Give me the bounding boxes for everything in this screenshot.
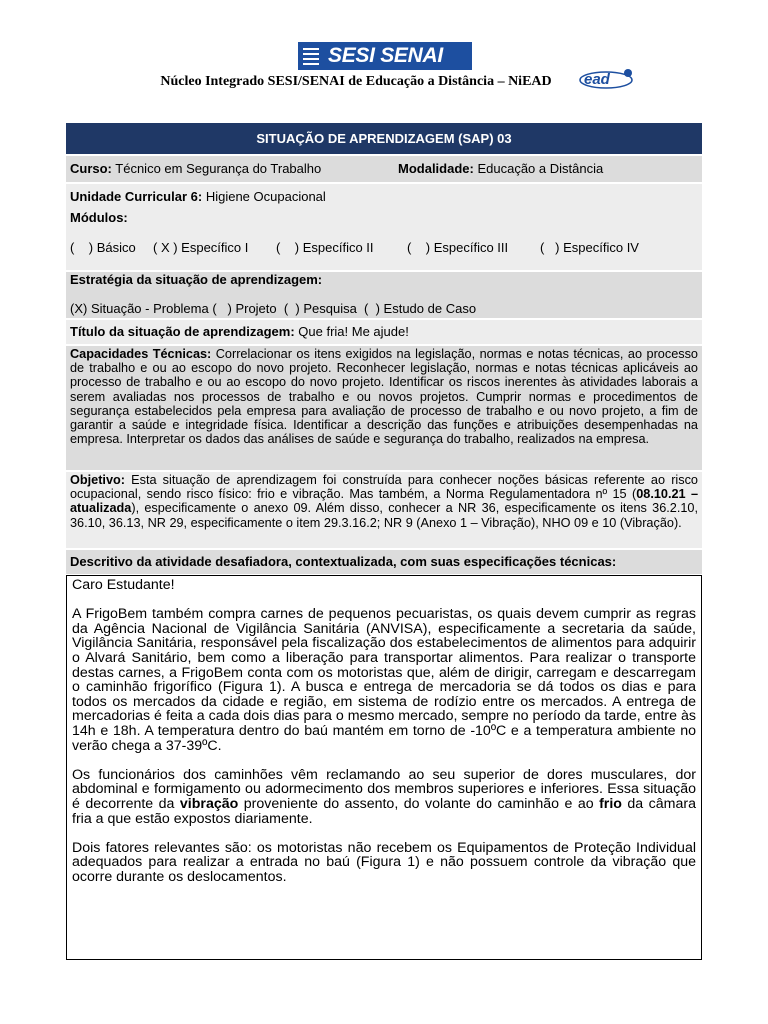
objetivo-text-2: ), especificamente o anexo 09. Além disso, conhecer a NR 36, especificamente os itens 36.2.10, 36.10, 36.13, NR 29, especificamente o item 29.3.16.2; NR 9 (Anexo 1 – Vibração), NHO 09 e 10 (Vibração). (70, 501, 698, 530)
curso-field (70, 162, 321, 176)
ead-logo-text: ead (584, 71, 610, 88)
curso-label: Curso: (70, 161, 112, 176)
objetivo-bold: 08.10.21 – atualizada (70, 487, 699, 516)
unidade-field (70, 190, 326, 204)
objetivo-row (66, 472, 702, 548)
sesi-emblem-icon (298, 42, 324, 70)
descritivo-row (66, 550, 702, 574)
titulo-value: Que fria! Me ajude! (298, 324, 409, 339)
objetivo-text-1: Esta situação de aprendizagem foi construída para conhecer noções básicas referente ao risco ocupacional, sendo risco físico: frio e vibração. Mas também, a Norma Regulamentadora nº 15 ( (70, 473, 698, 502)
institution-name: Núcleo Integrado SESI/SENAI de Educação a Distância – NiEAD (160, 74, 552, 89)
institution-line (0, 74, 768, 90)
capacidades-label: Capacidades Técnicas: (70, 347, 212, 361)
modulo-basico: ( ) Básico (70, 240, 136, 255)
description-box (66, 575, 702, 960)
greeting: Caro Estudante! (72, 577, 175, 593)
sesi-senai-logo (298, 42, 472, 70)
estrategia-row (66, 272, 702, 318)
paragraph-2: Os funcionários dos caminhões vêm reclamando ao seu superior de dores musculares, dor abdominal e formigamento ou adormecimento dos membros superiores e inferiores. Essa situação é decorrente da vibração proveniente do assento, do volante do caminhão e ao frio da câmara fria a que estão expostos diariamente. (72, 766, 696, 827)
estrategia-value: (X) Situação - Problema ( ) Projeto ( ) Pesquisa ( ) Estudo de Caso (70, 301, 477, 316)
capacidades-text: Correlacionar os itens exigidos na legislação, normas e notas técnicas, ao processo de trabalho e ou ao escopo do novo projeto. Reconhecer legislação, normas e notas técnicas aplicáveis ao processo de trabalho e ou ao escopo do novo projeto. Identificar os riscos inerentes às atividades laborais a serem avaliadas nos processos de trabalho e ou novos projetos. Cumprir normas e procedimentos de segurança estabelecidos pela empresa para avaliação de processo de trabalho e ou novo projeto, a fim de garantir a saúde e integridade física. Identificar a descrição das funções e atribuições desempenhadas na empresa. Interpretar os dados das análises de saúde e segurança do trabalho, realizados na empresa. (70, 347, 698, 447)
paragraph-1: A FrigoBem também compra carnes de pequenos pecuaristas, os quais devem cumprir as regras da Agência Nacional de Vigilância Sanitária (ANVISA), especificamente a secretaria da saúde, Vigilância Sanitária, responsável pela fiscalização dos estabelecimentos de alimentos para adquirir o Alvará Sanitário, bem como a liberação para transportar alimentos. Para realizar o transporte destas carnes, a FrigoBem conta com os motoristas que, além de dirigir, carregam e descarregam o caminhão frigorífico (Figura 1). A busca e entrega de mercadoria se dá todos os dias e para todos os mercados da cidade e região, em sistema de rodízio entre os mercados. A entrega de mercadorias é feita a cada dois dias para o mesmo mercado, sempre no período da tarde, entre às 14h e 18h. A temperatura dentro do baú mantém em torno de -10ºC e a temperatura ambiente no verão chega a 37-39ºC. (72, 606, 696, 754)
titulo-row (66, 320, 702, 344)
unidade-label: Unidade Curricular 6: (70, 189, 203, 204)
modalidade-field (398, 162, 603, 176)
modulos-label: Módulos: (70, 210, 128, 225)
modalidade-value: Educação a Distância (477, 161, 604, 176)
modulo-especifico-4: ( ) Específico IV (540, 240, 639, 255)
estrategia-label: Estratégia da situação de aprendizagem: (70, 272, 323, 287)
vibracao-bold: vibração (179, 795, 239, 812)
titulo-label: Título da situação de aprendizagem: (70, 324, 295, 339)
ead-logo-icon (578, 68, 636, 90)
unidade-row (66, 184, 702, 270)
logo-text: SESI SENAI (324, 42, 472, 70)
curso-row (66, 156, 702, 182)
capacidades-row (66, 346, 702, 470)
modalidade-label: Modalidade: (398, 161, 474, 176)
modulo-especifico-1: ( X ) Específico I (153, 240, 249, 255)
frio-bold: frio (599, 795, 622, 812)
modulo-especifico-2: ( ) Específico II (276, 240, 374, 255)
paragraph-3: Dois fatores relevantes são: os motoristas não recebem os Equipamentos de Proteção Individual adequados para realizar a entrada no baú (Figura 1) e não possuem controle da vibração que ocorre durante os deslocamentos. (72, 839, 696, 885)
objetivo-label: Objetivo: (70, 473, 125, 487)
descritivo-label: Descritivo da atividade desafiadora, contextualizada, com suas especificações técnicas: (70, 554, 617, 569)
sap-title: SITUAÇÃO DE APRENDIZAGEM (SAP) 03 (66, 123, 702, 154)
modulo-especifico-3: ( ) Específico III (407, 240, 509, 255)
unidade-value: Higiene Ocupacional (205, 189, 326, 204)
curso-value: Técnico em Segurança do Trabalho (115, 161, 322, 176)
